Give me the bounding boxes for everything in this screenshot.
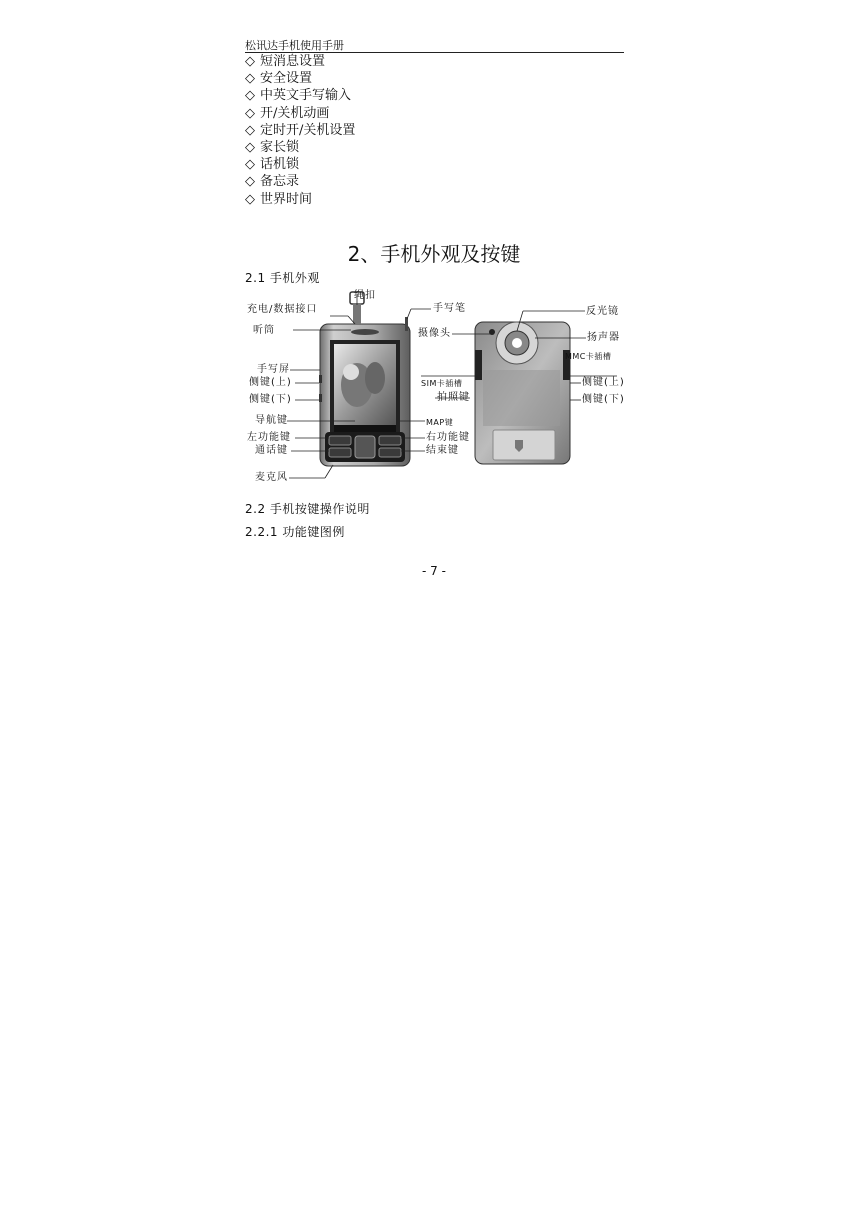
battery-cover <box>493 430 555 460</box>
list-item-text: 中英文手写输入 <box>260 88 352 104</box>
label-receiver: 听筒 <box>253 325 275 336</box>
diamond-bullet-icon: ◇ <box>245 157 255 173</box>
label-mmc-slot: MMC卡插槽 <box>565 352 612 361</box>
subsection-heading-2-1: 2.1 手机外观 <box>245 271 320 285</box>
label-right-soft-key: 右功能键 <box>426 432 470 443</box>
list-item <box>245 173 355 190</box>
label-call-key: 通话键 <box>255 445 288 456</box>
manual-title: 松讯达手机使用手册 <box>245 39 344 52</box>
subsection-heading-2-2-1: 2.2.1 功能键图例 <box>245 525 345 539</box>
label-strap: 绳扣 <box>354 290 376 301</box>
diamond-bullet-icon: ◇ <box>245 71 255 87</box>
list-item-text: 家长锁 <box>260 139 300 155</box>
label-map-key: MAP键 <box>426 418 454 427</box>
diamond-bullet-icon: ◇ <box>245 88 255 104</box>
receiver <box>351 329 379 335</box>
nav-key <box>355 436 375 458</box>
list-item <box>245 122 355 139</box>
phone-back <box>475 322 570 464</box>
list-item-text: 定时开/关机设置 <box>260 122 356 138</box>
label-side-key-up: 侧键(上) <box>249 377 292 388</box>
list-item-text: 世界时间 <box>260 191 313 207</box>
label-end-key: 结束键 <box>426 445 459 456</box>
label-sim-slot: SIM卡插槽 <box>421 379 463 388</box>
label-touch-screen: 手写屏 <box>257 364 290 375</box>
list-item <box>245 53 355 70</box>
diamond-bullet-icon: ◇ <box>245 174 255 190</box>
label-back-side-key-up: 侧键(上) <box>582 377 625 388</box>
label-camera: 摄像头 <box>418 328 451 339</box>
list-item <box>245 70 355 87</box>
phone-front <box>319 292 410 466</box>
diamond-bullet-icon: ◇ <box>245 54 255 69</box>
sim-slot-side <box>475 350 482 380</box>
label-speaker: 扬声器 <box>587 332 620 343</box>
list-item-text: 话机锁 <box>260 157 300 173</box>
page-number: - 7 - <box>422 564 446 578</box>
label-photo-key: 拍照键 <box>437 392 470 403</box>
label-left-soft-key: 左功能键 <box>247 432 291 443</box>
label-back-side-key-down: 侧键(下) <box>582 394 625 405</box>
feature-list <box>245 53 355 208</box>
label-mic: 麦克风 <box>255 472 288 483</box>
phone-appearance-figure <box>245 290 624 485</box>
list-item <box>245 87 355 104</box>
list-item-text: 备忘录 <box>260 174 300 190</box>
diamond-bullet-icon: ◇ <box>245 105 255 121</box>
section-heading: 2、手机外观及按键 <box>347 242 521 266</box>
stylus <box>405 317 408 331</box>
label-nav-key: 导航键 <box>255 415 288 426</box>
list-item-text: 开/关机动画 <box>260 105 330 121</box>
list-item-text: 短消息设置 <box>260 54 326 69</box>
list-item <box>245 139 355 156</box>
diamond-bullet-icon: ◇ <box>245 191 255 207</box>
diamond-bullet-icon: ◇ <box>245 139 255 155</box>
label-side-key-down: 侧键(下) <box>249 394 292 405</box>
label-mirror: 反光镜 <box>586 306 619 317</box>
running-header <box>245 37 624 53</box>
subsection-heading-2-2: 2.2 手机按键操作说明 <box>245 502 370 516</box>
label-stylus: 手写笔 <box>433 303 466 314</box>
list-item <box>245 191 355 208</box>
label-charge-port: 充电/数据接口 <box>247 304 318 315</box>
diamond-bullet-icon: ◇ <box>245 122 255 138</box>
list-item-text: 安全设置 <box>260 71 313 87</box>
list-item <box>245 105 355 122</box>
list-item <box>245 156 355 173</box>
